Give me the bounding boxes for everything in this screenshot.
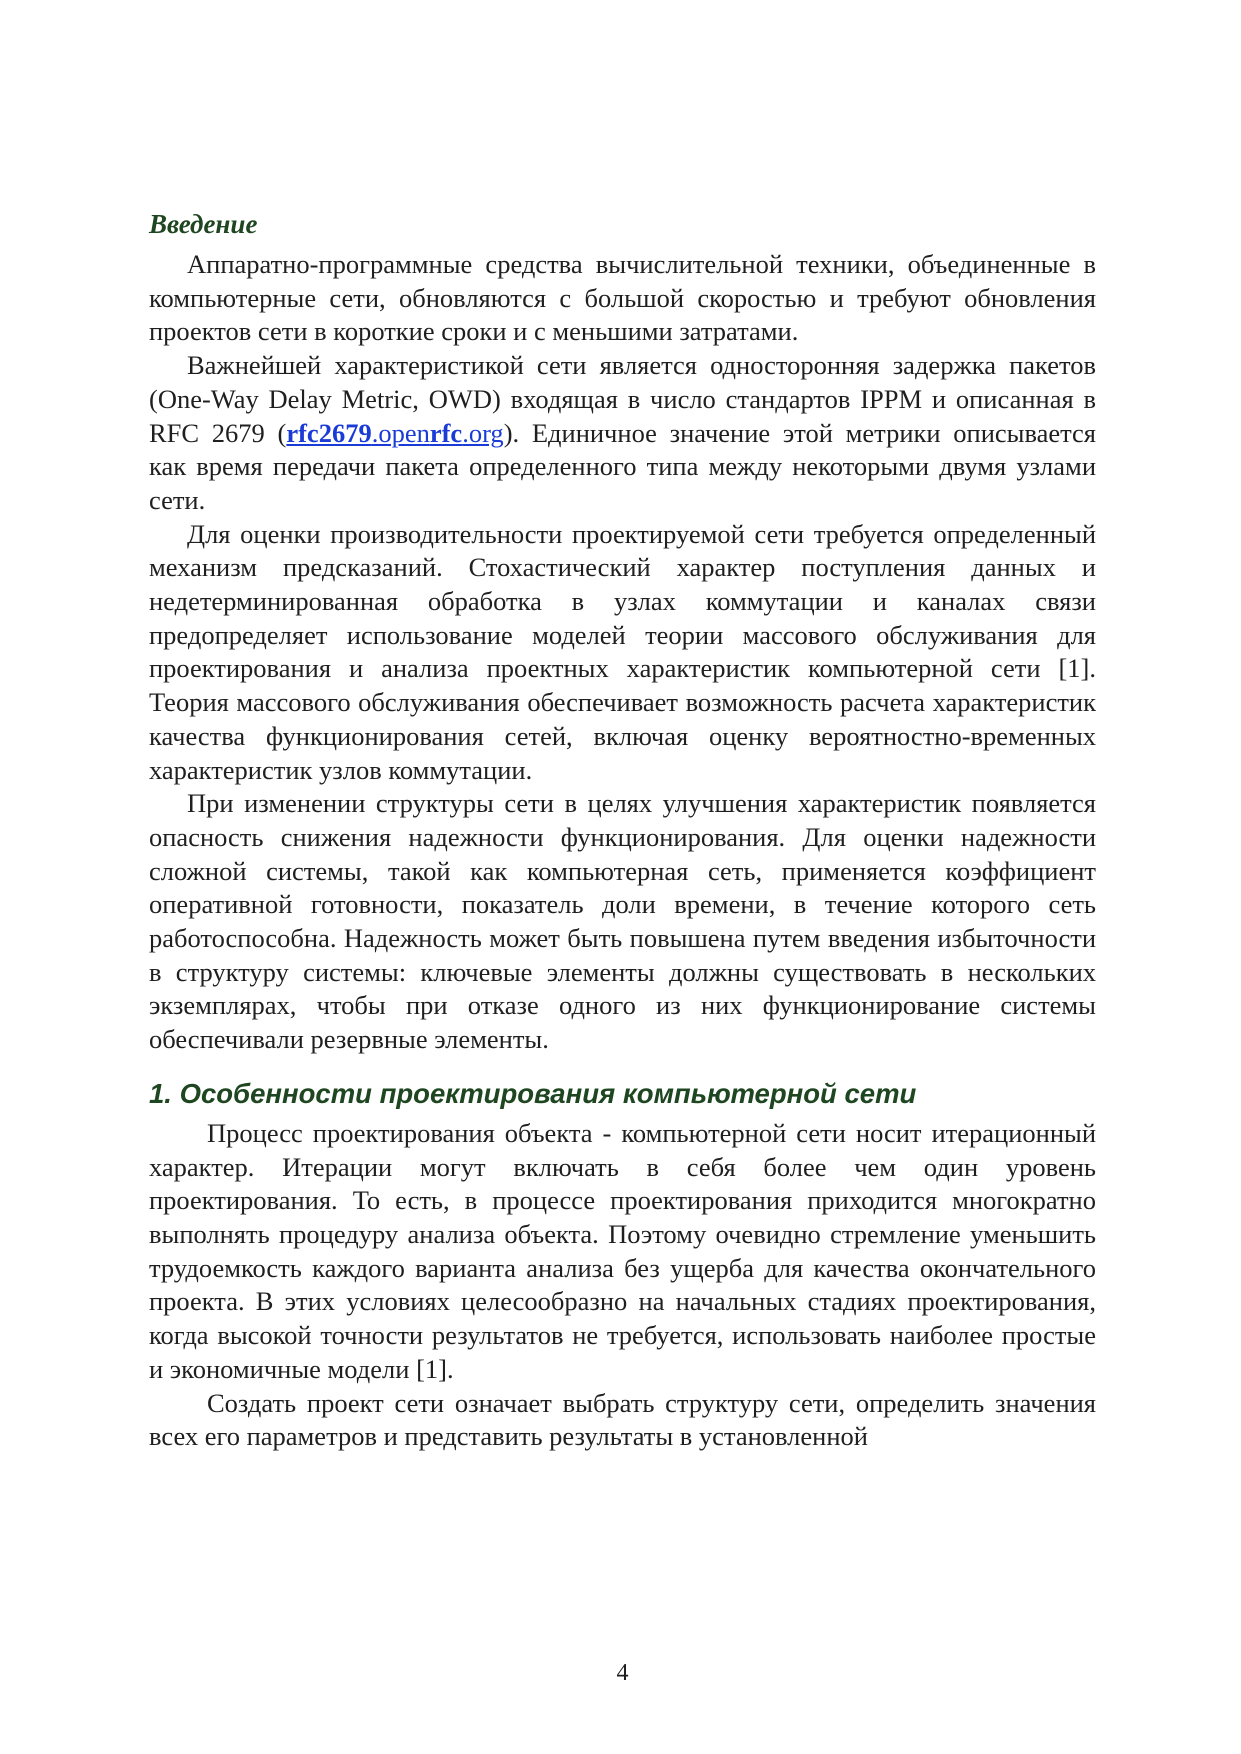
intro-paragraph-1: Аппаратно-программные средства вычислительной техники, объединенные в компьютерные сети, обновляются с большой скоростью и требуют обновления проектов сети в короткие сроки и с меньшими затратами.	[149, 249, 1096, 347]
intro-paragraph-4: При изменении структуры сети в целях улучшения характеристик появляется опасность снижения надежности функционирования. Для оценки надежности сложной системы, такой как компьютерная сеть, применяется коэффициент оперативной готовности, показатель доли времени, в течение которого сеть работоспособна. Надежность может быть повышена путем введения избыточности в структуру системы: ключевые элементы должны существовать в нескольких экземплярах, чтобы при отказе одного из них функционирование системы обеспечивали резервные элементы.	[149, 788, 1096, 1055]
page-number: 4	[616, 1660, 629, 1686]
document-page	[149, 0, 1096, 1754]
section-1-heading: 1. Особенности проектирования компьютерной сети	[149, 1077, 917, 1109]
section-1-paragraph-2: Создать проект сети означает выбрать структуру сети, определить значения всех его параметров и представить результаты в установленной	[149, 1387, 1096, 1452]
document-body	[149, 248, 1096, 1454]
intro-paragraph-2	[149, 349, 1096, 518]
intro-paragraph-2-text-before: Важнейшей характеристикой сети является односторонняя задержка пакетов (One-Way Delay Metric, OWD) входящая в число стандартов IPPM и описанная в RFC 2679 (	[149, 350, 1096, 448]
section-1-paragraph-1: Процесс проектирования объекта - компьютерной сети носит итерационный характер. Итерации могут включать в себя более чем один уровень проектирования. То есть, в процессе проектирования приходится многократно выполнять процедуру анализа объекта. Поэтому очевидно стремление уменьшить трудоемкость каждого варианта анализа без ущерба для качества окончательного проекта. В этих условиях целесообразно на начальных стадиях проектирования, когда высокой точности результатов не требуется, использовать наиболее простые и экономичные модели [1].	[149, 1117, 1096, 1384]
rfc-link[interactable]	[286, 418, 503, 448]
rfc-link-part-2: .open	[371, 417, 430, 448]
intro-paragraph-3: Для оценки производительности проектируемой сети требуется определенный механизм предсказаний. Стохастический характер поступления данных и недетерминированная обработка в узлах коммутации и каналах связи предопределяет использование моделей теории массового обслуживания для проектирования и анализа проектных характеристик компьютерной сети [1]. Теория массового обслуживания обеспечивает возможность расчета характеристик качества функционирования сетей, включая оценку вероятностно-временных характеристик узлов коммутации.	[149, 518, 1096, 785]
intro-heading: Введение	[149, 209, 258, 239]
rfc-link-part-4: .org	[462, 417, 504, 448]
rfc-link-part-3: rfc	[429, 417, 463, 448]
rfc-link-part-1: rfc2679	[286, 417, 372, 448]
intro-paragraph-2-text-after: ). Единичное значение этой метрики описывается как время передачи пакета определенного типа между некоторыми двумя узлами сети.	[149, 417, 1096, 515]
